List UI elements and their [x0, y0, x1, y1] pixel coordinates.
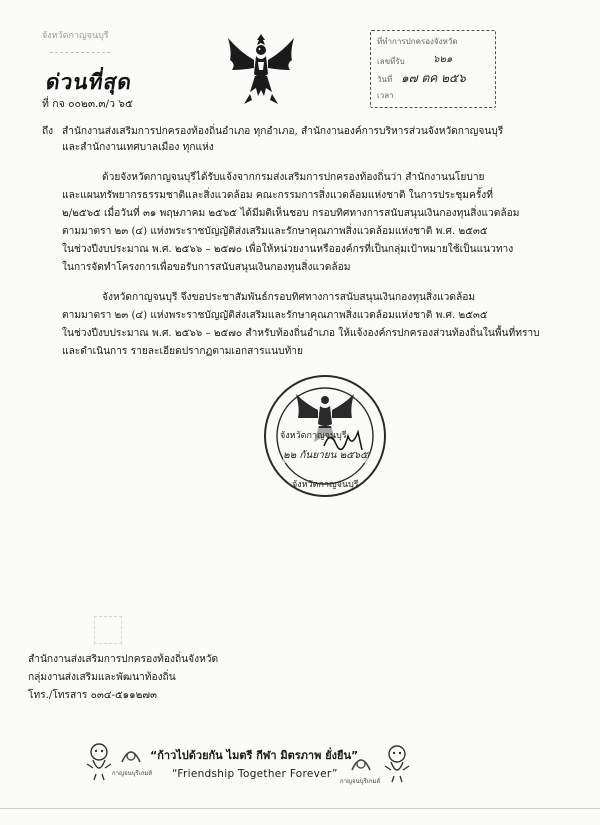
faded-qr-ghost — [94, 616, 122, 644]
mascot-left-icon — [84, 742, 114, 782]
receipt-date-label: วันที่ — [377, 75, 393, 84]
games-logo-left-icon — [118, 744, 144, 766]
seal-date-text: ๒๒ กันยายน ๒๕๖๕ — [283, 450, 368, 461]
seal-bottom-text: จังหวัดกาญจนบุรี — [292, 480, 359, 490]
receipt-time-label: เวลา — [377, 91, 394, 100]
document-number: ที่ กจ ๐๐๒๓.๓/ว ๖๕ — [42, 98, 133, 110]
addressee-line-2: และสำนักงานเทศบาลเมือง ทุกแห่ง — [62, 142, 214, 153]
games-logo-left-text: กาญจนบุรีเกมส์ — [112, 770, 153, 777]
faded-letterhead-line — [50, 42, 110, 53]
receipt-date: ๑๗ ตค ๒๕๖ — [401, 71, 466, 85]
games-logo-right-text: กาญจนบุรีเกมส์ — [340, 778, 381, 785]
mascot-right-icon — [382, 744, 412, 784]
body-para1-line: และแผนทรัพยากรธรรมชาติและสิ่งแวดล้อม คณะกรรมการสิ่งแวดล้อมแห่งชาติ ในการประชุมครั้งที่ — [62, 190, 493, 201]
receipt-number: ๖๒๑ — [433, 54, 453, 65]
receipt-number-label: เลขที่รับ — [377, 57, 405, 66]
garuda-emblem-icon — [222, 30, 300, 110]
body-para1-line: ในการจัดทำโครงการเพื่อขอรับการสนับสนุนเงินกองทุนสิ่งแวดล้อม — [62, 262, 351, 273]
body-para1-line: ตามมาตรา ๒๓ (๔) แห่งพระราชบัญญัติส่งเสริมและรักษาคุณภาพสิ่งแวดล้อมแห่งชาติ พ.ศ. ๒๕๓๕ — [62, 226, 488, 237]
faded-agency-text: จังหวัดกาญจนบุรี — [42, 31, 109, 41]
body-para2-line: และดำเนินการ รายละเอียดปรากฏตามเอกสารแนบท้าย — [62, 346, 303, 357]
urgency-heading: ด่วนที่สุด — [44, 70, 134, 94]
games-logo-right-icon — [348, 752, 374, 774]
receipt-stamp — [370, 30, 496, 108]
body-para1-line: ด้วยจังหวัดกาญจนบุรีได้รับแจ้งจากกรมส่งเสริมการปกครองท้องถิ่นว่า สำนักงานนโยบาย — [102, 172, 485, 183]
seal-top-text: จังหวัดกาญจนบุรี — [280, 428, 347, 442]
body-para1-line: ๒/๒๕๖๕ เมื่อวันที่ ๓๑ พฤษภาคม ๒๕๖๕ ได้มีมติเห็นชอบ กรอบทิศทางการสนับสนุนเงินกองทุนสิ่งแวดล้อม — [62, 208, 520, 219]
slogan-thai: “ก้าวไปด้วยกัน ไมตรี กีฬา มิตรภาพ ยั่งยืน” — [150, 749, 359, 762]
signature-icon — [322, 426, 366, 456]
body-para2-line: ในช่วงปีงบประมาณ พ.ศ. ๒๕๖๖ – ๒๕๗๐ สำหรับท้องถิ่นอำเภอ ให้แจ้งองค์กรปกครองส่วนท้องถิ่นในพื้นที่ทราบ — [62, 328, 540, 339]
body-para1-line: ในช่วงปีงบประมาณ พ.ศ. ๒๕๖๖ – ๒๕๗๐ เพื่อให้หน่วยงานหรือองค์กรที่เป็นกลุ่มเป้าหมายใช้เป็นแนวทาง — [62, 244, 514, 255]
sender-line-1: สำนักงานส่งเสริมการปกครองท้องถิ่นจังหวัด — [28, 654, 219, 665]
slogan-english: “Friendship Together Forever” — [172, 768, 338, 780]
sender-line-2: กลุ่มงานส่งเสริมและพัฒนาท้องถิ่น — [28, 672, 176, 683]
page-bottom-edge — [0, 808, 600, 809]
body-para2-line: ตามมาตรา ๒๓ (๔) แห่งพระราชบัญญัติส่งเสริมและรักษาคุณภาพสิ่งแวดล้อมแห่งชาติ พ.ศ. ๒๕๓๕ — [62, 310, 488, 321]
receipt-stamp-org: ที่ทำการปกครองจังหวัด — [377, 37, 458, 46]
addressee-label: ถึง — [42, 126, 54, 137]
addressee-line-1: สำนักงานส่งเสริมการปกครองท้องถิ่นอำเภอ ทุกอำเภอ, สำนักงานองค์การบริหารส่วนจังหวัดกาญจนบุรี — [62, 126, 504, 137]
sender-line-3: โทร./โทรสาร ๐๓๔-๕๑๑๒๗๓ — [28, 690, 157, 701]
body-para2-line: จังหวัดกาญจนบุรี จึงขอประชาสัมพันธ์กรอบทิศทางการสนับสนุนเงินกองทุนสิ่งแวดล้อม — [102, 292, 476, 303]
